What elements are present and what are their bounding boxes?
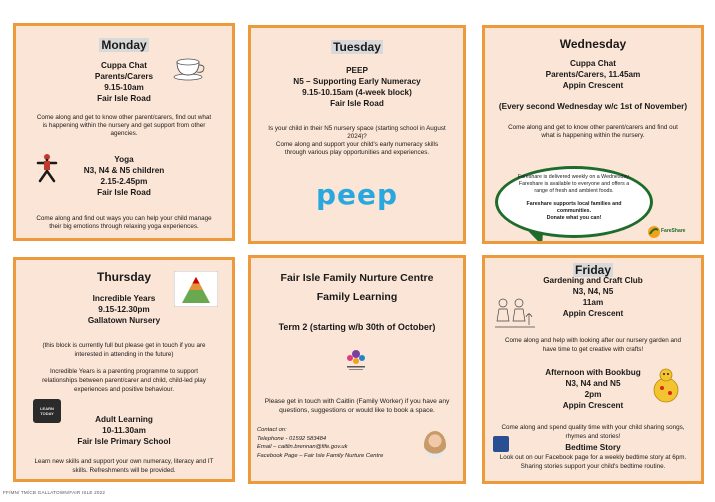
wed-every-note: (Every second Wednesday w/c 1st of November) [498, 102, 688, 111]
peep-place: Fair Isle Road [330, 99, 384, 108]
friday-card [482, 255, 704, 484]
fareshare-leaf-icon [647, 225, 661, 239]
iy-desc-line: Incredible Years is a parenting programme to support [49, 368, 199, 375]
peep-subtitle: N5 – Supporting Early Numeracy [293, 77, 421, 86]
monday-card [13, 23, 235, 241]
al-desc-line: skills. Refreshments will be provided. [72, 467, 176, 474]
wed-cuppa-place: Appin Crescent [562, 81, 624, 90]
centre-desc-line: questions, suggestions or would like to book a space. [279, 407, 435, 414]
iy-desc-line: relationships between parent/carer and child, child-led play [42, 377, 206, 384]
iy-place: Gallatown Nursery [87, 316, 161, 325]
centre-name: Fair Isle Family Nurture Centre [280, 272, 434, 284]
iy-time: 9.15-12.30pm [98, 305, 150, 314]
fareshare-line: Donate what you can! [546, 215, 602, 221]
yoga-place: Fair Isle Road [97, 188, 151, 197]
nurture-centre-logo [343, 346, 369, 372]
iy-note-line: interested in attending in the future) [74, 351, 174, 358]
ab-desc-line: rhymes and stories! [565, 433, 621, 440]
contact-label: Contact on: [257, 427, 287, 433]
centre-desc-line: Please get in touch with Caitlin (Family Worker) if you have any [264, 398, 450, 405]
contact-facebook[interactable]: Facebook Page – Fair Isle Family Nurture Centre [257, 452, 384, 459]
bs-title: Bedtime Story [565, 443, 621, 452]
wednesday-card [482, 25, 704, 244]
thursday-title: Thursday [96, 270, 151, 284]
contact-email[interactable]: Email – caitlin.brennan@fife.gov.uk [257, 444, 348, 451]
fareshare-logo [647, 223, 697, 241]
cuppa-desc-line: Come along and get to know other parent/carers, find out what [36, 114, 212, 121]
friday-title: Friday [574, 263, 611, 277]
fareshare-logo-text: FareShare [661, 228, 686, 234]
wed-cuppa-title: Cuppa Chat [570, 59, 616, 68]
fareshare-line: Fareshare is delivered weekly on a Wednesday. [517, 174, 631, 180]
bs-desc-line: Look out on our Facebook page for a weekly bedtime story at 6pm. [499, 454, 687, 461]
caitlin-photo [424, 431, 446, 459]
fareshare-speech-bubble [495, 166, 653, 238]
wed-cuppa-who: Parents/Carers, 11.45am [545, 70, 641, 79]
peep-logo: peep [316, 178, 399, 211]
wed-desc-line: Come along and get to know other parent/carers and find out [508, 124, 678, 131]
cuppa-who: Parents/Carers [94, 72, 154, 81]
tuesday-desc-line: through various play opportunities and experiences. [284, 149, 430, 156]
tuesday-card [248, 25, 466, 244]
iy-desc-line: experiences and positive behaviour. [73, 386, 175, 393]
yoga-who: N3, N4 & N5 children [83, 166, 165, 175]
wednesday-title: Wednesday [559, 37, 627, 51]
ab-who: N3, N4 and N5 [565, 379, 621, 388]
peep-title: PEEP [346, 66, 368, 75]
monday-heading [16, 38, 232, 52]
cuppa-title: Cuppa Chat [101, 61, 147, 70]
al-title: Adult Learning [95, 415, 153, 424]
fareshare-line: range of fresh and ambient foods. [534, 188, 614, 194]
iy-note-line: (this block is currently full but please get in touch if you are [42, 342, 206, 349]
ab-title: Afternoon with Bookbug [545, 368, 641, 377]
al-place: Fair Isle Primary School [77, 437, 171, 446]
cuppa-desc-line: agencies. [110, 130, 138, 137]
fareshare-line: Fareshare is available to everyone and offers a [518, 181, 630, 187]
tuesday-heading [251, 40, 463, 54]
contact-block [257, 426, 383, 460]
peep-time: 9.15-10.15am (4-week block) [302, 88, 412, 97]
iy-title: Incredible Years [92, 294, 156, 303]
centre-info-card [248, 255, 466, 484]
gc-time: 11am [582, 298, 604, 307]
yoga-desc-line: Come along and find out ways you can help your child manage [36, 215, 212, 222]
tuesday-desc-line: Is your child in their N5 nursery space (starting school in August [268, 125, 446, 132]
fareshare-line: communities. [556, 208, 592, 214]
tuesday-desc-line: 2024)? [347, 133, 367, 140]
gc-who: N3, N4, N5 [572, 287, 614, 296]
gc-desc-line: Come along and help with looking after our nursery garden and [504, 337, 682, 344]
family-learning-heading: Family Learning [316, 291, 398, 303]
fareshare-line: Fareshare supports local families and [526, 201, 622, 207]
footer-reference: FF/MN/ TM/CB GALLATOWN/FAIR ISLE 2022 [3, 490, 106, 495]
tuesday-title: Tuesday [333, 40, 381, 54]
gc-desc-line: have time to get creative with crafts! [542, 346, 644, 353]
gc-place: Appin Crescent [562, 309, 624, 318]
yoga-time: 2.15-2.45pm [100, 177, 148, 186]
book-text: LEARN TODAY [40, 406, 54, 416]
friday-heading [485, 263, 701, 277]
yoga-desc-line: their big emotions through relaxing yoga experiences. [49, 223, 199, 230]
al-desc-line: Learn new skills and support your own numeracy, literacy and IT [34, 458, 214, 465]
ab-desc-line: Come along and spend quality time with your child sharing songs, [501, 424, 685, 431]
ab-place: Appin Crescent [562, 401, 624, 410]
contact-phone: Telephone - 01592 583484 [257, 435, 327, 442]
bs-desc-line: Sharing stories support your child's bedtime routine. [520, 463, 666, 470]
term-heading: Term 2 (starting w/b 30th of October) [278, 322, 436, 332]
monday-title: Monday [101, 38, 147, 52]
yoga-title: Yoga [114, 155, 134, 164]
gc-title: Gardening and Craft Club [543, 276, 643, 285]
al-time: 10-11.30am [102, 426, 146, 435]
wed-desc-line: what is happening within the nursery. [541, 132, 645, 139]
ab-time: 2pm [584, 390, 602, 399]
tuesday-desc-line: Come along and support your child's early numeracy skills [275, 141, 439, 148]
thursday-card [13, 257, 235, 482]
cuppa-time: 9.15-10am [104, 83, 144, 92]
cuppa-desc-line: is happening within the nursery and get support from other [42, 122, 206, 129]
cuppa-place: Fair Isle Road [97, 94, 151, 103]
